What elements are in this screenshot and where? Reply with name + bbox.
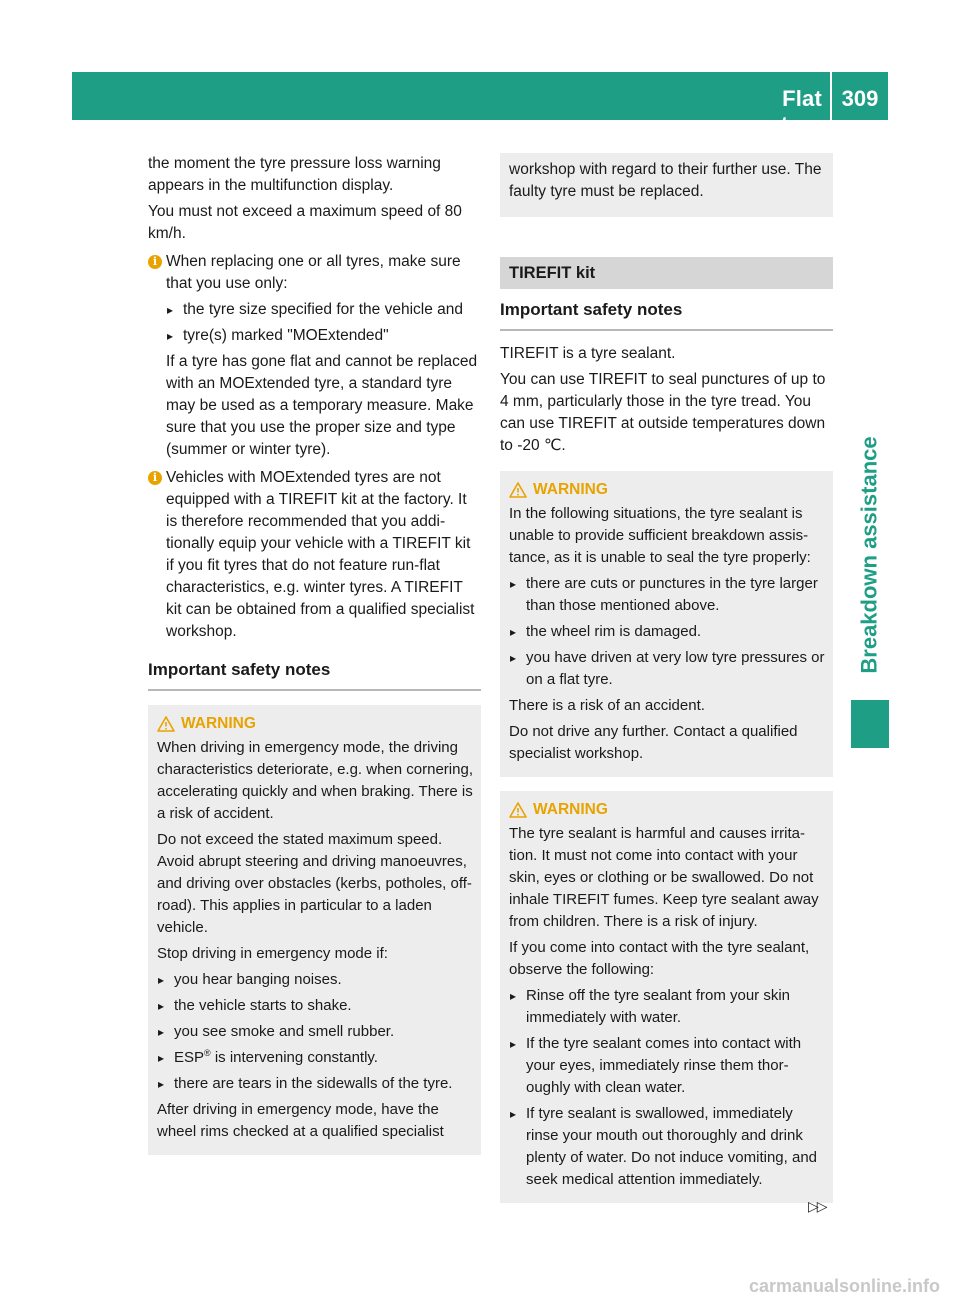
- esp-text: is intervening constantly.: [214, 1049, 378, 1066]
- list-item: ▸ the wheel rim is damaged.: [509, 621, 825, 643]
- continue-arrow-icon: ▷▷: [808, 1198, 826, 1214]
- list-item: ▸ tyre(s) marked "MOExtended": [166, 325, 481, 347]
- warning-header: [157, 713, 473, 735]
- warning-triangle-icon: [509, 802, 527, 818]
- tirefit-paragraph-1: TIREFIT is a tyre sealant.: [500, 345, 676, 362]
- list-item: ▸ If tyre sealant is swallowed, immediately rinse your mouth out thoroughly and drink plenty of water. Do not induce vomiting, and seek medical attention immediately.: [509, 1103, 825, 1191]
- warning-header: [509, 799, 825, 821]
- warning-label: WARNING: [533, 481, 608, 498]
- warning-continuation: [500, 153, 833, 217]
- info-note-2: [148, 467, 481, 643]
- list-item: ▸ Rinse off the tyre sealant from your skin immediately with water.: [509, 985, 825, 1029]
- list-item: ▸ you hear banging noises.: [157, 969, 473, 991]
- side-tab-marker: [851, 700, 889, 748]
- tirefit-paragraph-2: You can use TIREFIT to seal punctures of up to 4 mm, particularly those in the tyre tread. You can use TIREFIT at outside temperatures down to -20 ℃.: [500, 371, 826, 454]
- page-number: 309: [841, 86, 879, 111]
- left-column: [148, 153, 481, 1155]
- intro-paragraph-1: the moment the tyre pressure loss warning appears in the multifunction display.: [148, 155, 441, 194]
- warning-paragraph: Do not exceed the stated maximum speed. Avoid abrupt steering and driving manoeuvres, and driving over obstacles (kerbs, potholes, off-road). This applies in particular to a laden vehicle.: [157, 831, 472, 936]
- section-heading: Important safety notes: [148, 659, 481, 691]
- info-note-1-list: [166, 299, 481, 347]
- warning-list: [509, 985, 825, 1191]
- registered-mark: ®: [204, 1048, 211, 1058]
- list-item-esp: [157, 1047, 473, 1069]
- warning-box: [148, 705, 481, 1155]
- list-item: ▸ you see smoke and smell rubber.: [157, 1021, 473, 1043]
- continuation-text: workshop with regard to their further use. The faulty tyre must be replaced.: [509, 161, 822, 200]
- watermark: carmanualsonline.info: [748, 1276, 940, 1296]
- warning-paragraph: Do not drive any further. Contact a qualified specialist workshop.: [509, 723, 798, 762]
- info-note-1-text: When replacing one or all tyres, make sure that you use only:: [166, 253, 461, 292]
- warning-header: [509, 479, 825, 501]
- warning-box: [500, 471, 833, 777]
- warning-paragraph: The tyre sealant is harmful and causes irritation. It must not come into contact with your skin, eyes or clothing or be swallowed. Do not inhale TIREFIT fumes. Keep tyre sealant away from children. There is a risk of injury.: [509, 825, 819, 930]
- side-tab: [850, 420, 890, 690]
- warning-paragraph: There is a risk of an accident.: [509, 697, 705, 714]
- warning-paragraph: If you come into contact with the tyre sealant, observe the following:: [509, 939, 810, 978]
- info-note-1-after: If a tyre has gone flat and cannot be replaced with an MOExtended tyre, a standard tyre may be used as a temporary measure. Make sure that you use the proper size and type (summer or winter tyre).: [166, 353, 478, 458]
- list-item: ▸ you have driven at very low tyre pressures or on a flat tyre.: [509, 647, 825, 691]
- warning-list: [157, 969, 473, 1095]
- info-icon: i: [148, 255, 162, 269]
- right-column: [500, 153, 833, 1203]
- warning-paragraph: When driving in emergency mode, the driving characteristics deteriorate, e.g. when cornering, accelerating quickly and when braking. There is a risk of accident.: [157, 739, 473, 822]
- list-item: ▸ the tyre size specified for the vehicle and: [166, 299, 481, 321]
- list-item: ▸ there are tears in the sidewalls of the tyre.: [157, 1073, 473, 1095]
- warning-paragraph: After driving in emergency mode, have the wheel rims checked at a qualified specialist: [157, 1101, 444, 1140]
- warning-triangle-icon: [509, 482, 527, 498]
- warning-label: WARNING: [533, 801, 608, 818]
- info-icon: i: [148, 471, 162, 485]
- list-item: ▸ there are cuts or punctures in the tyre larger than those mentioned above.: [509, 573, 825, 617]
- side-tab-label: Breakdown assistance: [857, 436, 883, 674]
- header-divider: [830, 72, 832, 120]
- warning-label: WARNING: [181, 715, 256, 732]
- intro-paragraph-2: You must not exceed a maximum speed of 80 km/h.: [148, 203, 462, 242]
- section-heading: Important safety notes: [500, 299, 833, 331]
- warning-box: [500, 791, 833, 1203]
- warning-paragraph: Stop driving in emergency mode if:: [157, 945, 388, 962]
- warning-triangle-icon: [157, 716, 175, 732]
- tirefit-kit-title: TIREFIT kit: [500, 257, 833, 289]
- esp-label: ESP: [174, 1049, 205, 1066]
- info-note-2-text: Vehicles with MOExtended tyres are not equipped with a TIREFIT kit at the factory. It is therefore recommended that you additionally equip your vehicle with a TIREFIT kit if you fit tyres that do not feature run-flat characteristics, e.g. winter tyres. A TIREFIT kit can be obtained from a qualified specialist workshop.: [166, 469, 475, 640]
- info-note-1: [148, 251, 481, 461]
- list-item: ▸ If the tyre sealant comes into contact with your eyes, immediately rinse them thoroughly with clean water.: [509, 1033, 825, 1099]
- warning-list: [509, 573, 825, 691]
- list-item: ▸ the vehicle starts to shake.: [157, 995, 473, 1017]
- section-title: Flat tyre: [780, 86, 822, 137]
- warning-paragraph: In the following situations, the tyre sealant is unable to provide sufficient breakdown assistance, as it is unable to seal the tyre properly:: [509, 505, 811, 566]
